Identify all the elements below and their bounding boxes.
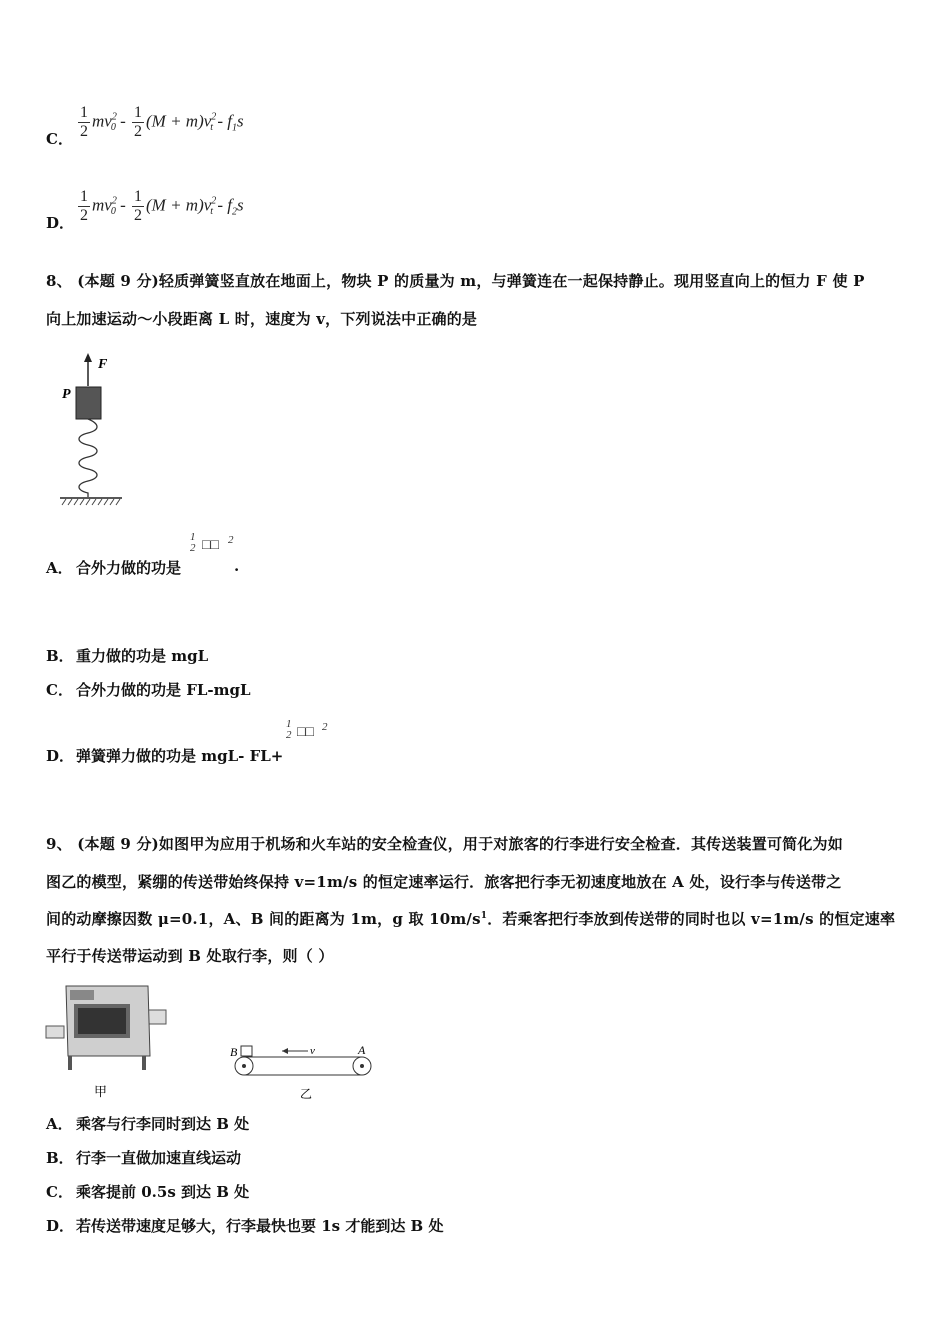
option-c-formula: $\frac{1}{2}$ $mv^2_0$ - $\frac{1}{2}$ $(M + m)v^2_t - f_1s$ (80, 104, 244, 140)
q8-option-a-boxes: □□ (202, 538, 219, 553)
q8-option-b-text: 重力做的功是 mgL (76, 647, 209, 665)
q8-option-b-label: B． (46, 647, 74, 665)
q9-option-b-label: B． (46, 1149, 74, 1167)
q8-option-d-text: 弹簧弹力做的功是 mgL- FL+ (76, 747, 284, 765)
conveyor-model-figure (228, 1040, 378, 1102)
q9-stem-line1: 9、 (本题 9 分)如图甲为应用于机场和火车站的安全检查仪，用于对旅客的行李进行安全检查．其传送装置可简化为如 (46, 835, 843, 853)
right-caption: 乙 (300, 1087, 313, 1101)
force-arrow-head (84, 353, 92, 362)
q8-stem-line2: 向上加速运动～小段距离 L 时，速度为 v，下列说法中正确的是 (46, 310, 478, 328)
q8-option-d-exponent: 2 (322, 721, 328, 733)
q8-option-c-label: C． (46, 681, 73, 699)
q8-option-a-exponent: 2 (228, 534, 234, 546)
q9-option-a-label: A． (46, 1115, 73, 1133)
q8-option-d-fraction: 1 2 (286, 718, 292, 741)
option-d-formula: $\frac{1}{2}$ $mv^2_0$ - $\frac{1}{2}$ $(M + m)v^2_t - f_2s$ (80, 188, 244, 224)
security-scanner-figure (44, 980, 174, 1100)
q8-option-d-boxes: □□ (297, 725, 314, 740)
conveyor-left (46, 1026, 64, 1038)
q9-stem-line3: 间的动摩擦因数 μ=0.1，A、B 间的距离为 1m，g 取 $10m/s^1$．若乘客把行李放到传送带的同时也以 v=1m/s 的恒定速率 (46, 910, 896, 928)
left-caption: 甲 (94, 1084, 108, 1099)
scanner-display (70, 990, 94, 1000)
spring (79, 419, 97, 497)
block-label: P (62, 387, 71, 402)
q8-option-d-label: D． (46, 747, 75, 765)
ground-hatch (62, 499, 120, 505)
q9-stem-line2: 图乙的模型，紧绷的传送带始终保持 v=1m/s 的恒定速率运行．旅客把行李无初速度地放在 A 处，设行李与传送带之 (46, 873, 842, 891)
label-v: v (310, 1045, 315, 1057)
scanner-leg-left (68, 1056, 72, 1070)
option-c-label: C． (46, 130, 73, 148)
q8-option-a-label: A． (46, 559, 73, 577)
q9-stem-line4: 平行于传送带运动到 B 处取行李，则（ ） (46, 947, 334, 965)
q9-option-b-text: 行李一直做加速直线运动 (76, 1149, 242, 1167)
scanner-leg-right (142, 1056, 146, 1070)
q8-option-a-fraction: 1 2 (190, 531, 196, 554)
spring-block-figure (52, 350, 132, 510)
scanner-tunnel-inner (78, 1008, 126, 1034)
q8-option-c-text: 合外力做的功是 FL-mgL (76, 681, 251, 699)
velocity-arrow-head (282, 1048, 288, 1054)
q9-option-d-text: 若传送带速度足够大，行李最快也要 1s 才能到达 B 处 (76, 1217, 444, 1235)
q8-option-a-end: . (234, 557, 240, 575)
option-d-label: D． (46, 214, 75, 232)
q9-option-d-label: D． (46, 1217, 75, 1235)
label-b: B (230, 1045, 238, 1059)
q8-option-a-text: 合外力做的功是 (76, 559, 182, 577)
force-label: F (98, 357, 108, 372)
q9-option-c-text: 乘客提前 0.5s 到达 B 处 (76, 1183, 250, 1201)
q9-option-c-label: C． (46, 1183, 73, 1201)
q8-stem-line1: 8、 (本题 9 分)轻质弹簧竖直放在地面上，物块 P 的质量为 m，与弹簧连在一起保持静止。现用竖直向上的恒力 F 使 P (46, 272, 865, 290)
label-a: A (358, 1043, 366, 1057)
block-p (76, 387, 101, 419)
luggage-box (241, 1046, 252, 1056)
q9-option-a-text: 乘客与行李同时到达 B 处 (76, 1115, 250, 1133)
